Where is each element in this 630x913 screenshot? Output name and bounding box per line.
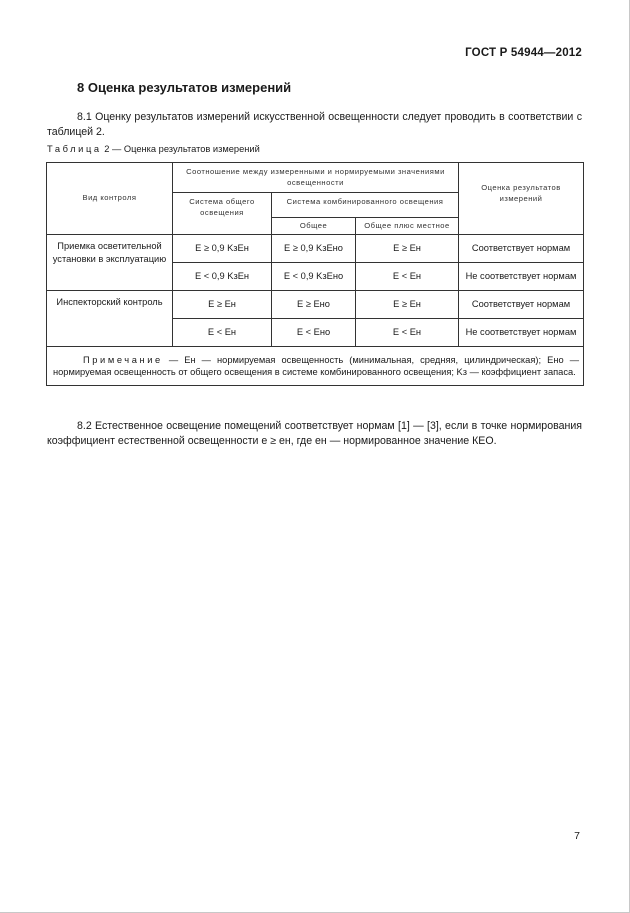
cell-formula: E < 0,9 KзEно: [272, 263, 356, 291]
paragraph-8-1: 8.1 Оценку результатов измерений искусственной освещенности следует проводить в соответствии с таблицей 2.: [47, 111, 582, 138]
cell-result: Соответствует нормам: [459, 235, 584, 263]
header-result: Оценка результатов измерений: [459, 163, 584, 235]
cell-formula: E ≥ Eн: [356, 291, 459, 319]
cell-result: Не соответствует нормам: [459, 263, 584, 291]
header-general-plus-local: Общее плюс местное: [356, 218, 459, 235]
note-lead: Примечание: [83, 355, 163, 365]
section-title: 8 Оценка результатов измерений: [77, 80, 292, 95]
table-caption-title: 2 — Оценка результатов измерений: [104, 144, 260, 154]
header-control-type: Вид контроля: [47, 163, 173, 235]
cell-result: Не соответствует нормам: [459, 319, 584, 347]
note-text: — Eн — нормируемая освещенность (минимальная, средняя, цилиндрическая); Eно — нормируемая освещенность от общего освещения в системе комбинированного освещения; Kз — коэффициент запаса.: [53, 355, 579, 378]
header-ratio: Соотношение между измеренными и нормируемыми значениями освещенности: [173, 163, 459, 193]
paragraph-8-2: 8.2 Естественное освещение помещений соответствует нормам [1] — [3], если в точке нормирования коэффициент естественной освещенности e ≥ eн, где eн — нормированное значение КЕО.: [47, 420, 582, 447]
cell-formula: E ≥ 0,9 KзEн: [173, 235, 272, 263]
table-note: [47, 347, 584, 386]
cell-formula: E < Eн: [356, 319, 459, 347]
cell-formula: E < 0,9 KзEн: [173, 263, 272, 291]
header-combined-system: Система комбинированного освещения: [272, 193, 459, 218]
page-number: 7: [574, 830, 580, 842]
cell-formula: E < Eно: [272, 319, 356, 347]
cell-formula: E < Eн: [356, 263, 459, 291]
header-general-system: Система общего освещения: [173, 193, 272, 235]
row-label-inspection: Инспекторский контроль: [47, 291, 173, 347]
row-label-acceptance: Приемка осветительной установки в эксплуатацию: [47, 235, 173, 291]
cell-result: Соответствует нормам: [459, 291, 584, 319]
cell-formula: E < Eн: [173, 319, 272, 347]
cell-formula: E ≥ Eн: [173, 291, 272, 319]
table-caption-word: Таблица: [47, 144, 102, 154]
cell-formula: E ≥ 0,9 KзEно: [272, 235, 356, 263]
header-general: Общее: [272, 218, 356, 235]
table-caption: [47, 144, 260, 154]
evaluation-table: [46, 162, 584, 386]
cell-formula: E ≥ Eно: [272, 291, 356, 319]
document-code: ГОСТ Р 54944—2012: [465, 47, 582, 59]
cell-formula: E ≥ Eн: [356, 235, 459, 263]
